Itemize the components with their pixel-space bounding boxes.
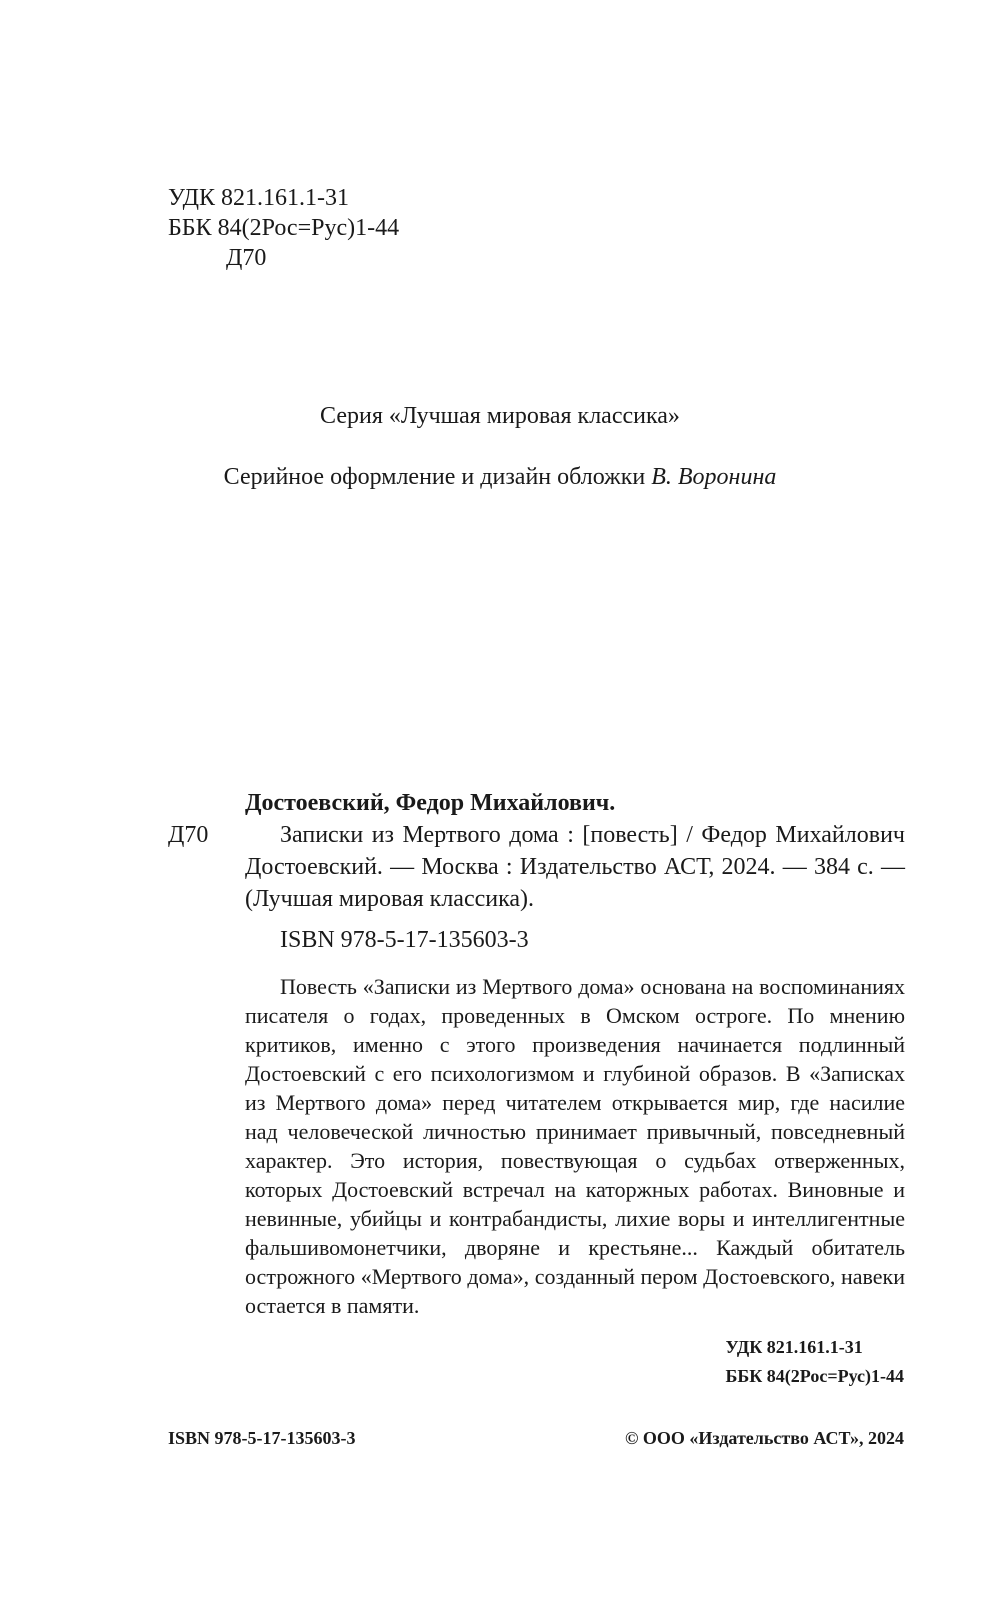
bibliographic-description [245, 819, 905, 915]
isbn-entry: ISBN 978-5-17-135603-3 [280, 927, 529, 953]
copyright: © ООО «Издательство АСТ», 2024 [624, 1428, 904, 1448]
footer-isbn: ISBN 978-5-17-135603-3 [168, 1428, 356, 1448]
bottom-udk: УДК 821.161.1-31 [725, 1337, 863, 1357]
design-credit [0, 462, 1000, 492]
bbk-code: ББК 84(2Рос=Рус)1-44 [168, 215, 400, 241]
designer-name: В. Воронина [651, 464, 777, 490]
bottom-classification [725, 1333, 904, 1391]
author-heading: Достоевский, Федор Михайлович. [245, 790, 616, 816]
udk-code: УДК 821.161.1-31 [168, 185, 349, 211]
side-author-mark: Д70 [168, 822, 209, 848]
bottom-bbk: ББК 84(2Рос=Рус)1-44 [725, 1366, 904, 1386]
series-line: Серия «Лучшая мировая классика» [320, 403, 680, 429]
design-credit-prefix: Серийное оформление и дизайн обложки [223, 464, 646, 490]
description-text: Записки из Мертвого дома : [повесть] / Федор Михайлович Достоевский. — Москва : Издательство АСТ, 2024. — 384 с. — (Лучшая мировая классика). [245, 822, 905, 912]
annotation [245, 972, 905, 1320]
author-mark: Д70 [226, 245, 267, 271]
annotation-text: Повесть «Записки из Мертвого дома» основана на воспоминаниях писателя о годах, проведенных в Омском остроге. По мнению критиков, именно с этого произведения начинается подлинный Достоевский с его психологизмом и глубиной образов. В «Записках из Мертвого дома» перед читателем открывается мир, где насилие над человеческой личностью принимает привычный, повседневный характер. Это история, повествующая о судьбах отверженных, которых Достоевский встречал на каторжных работах. Виновные и невинные, убийцы и контрабандисты, лихие воры и интеллигентные фальшивомонетчики, дворяне и крестьяне... Каждый обитатель острожного «Мертвого дома», созданный пером Достоевского, навеки остается в памяти. [245, 974, 905, 1318]
